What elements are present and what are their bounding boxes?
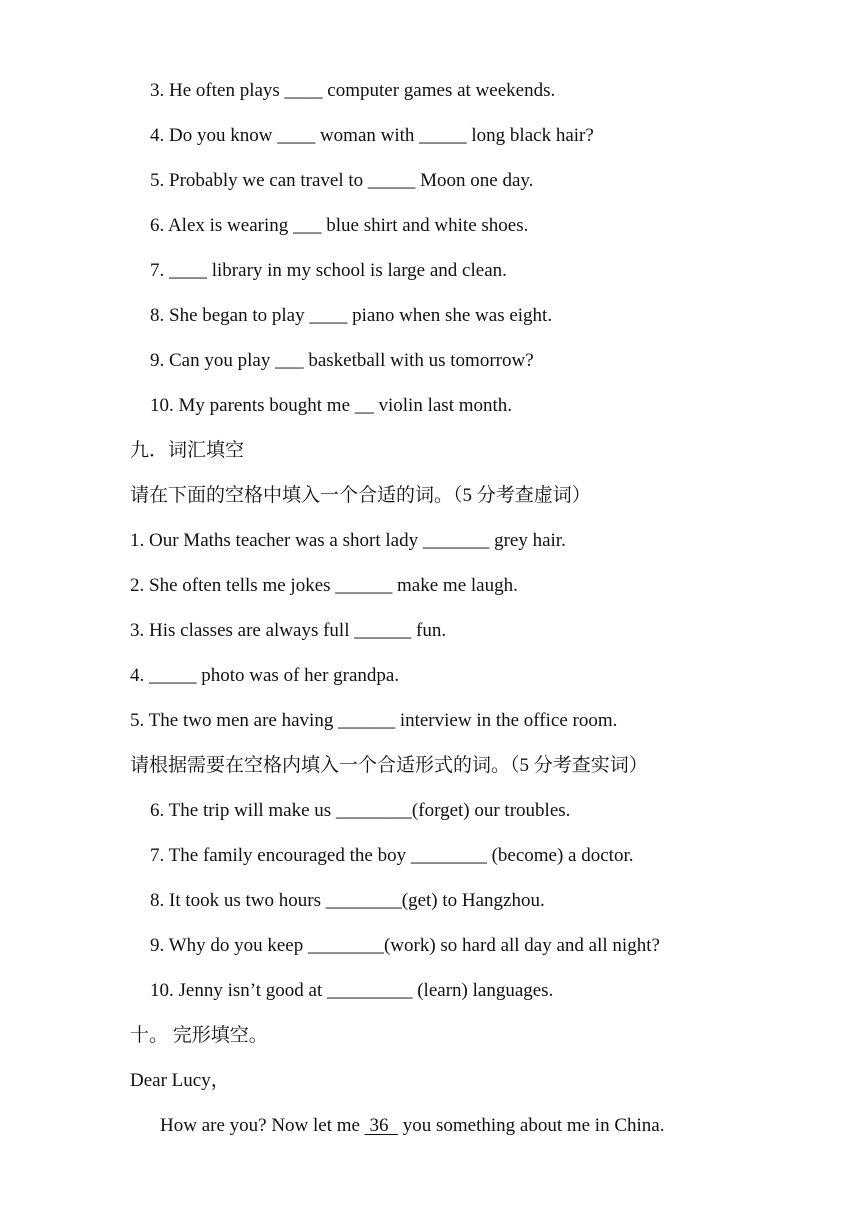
passage-line [160, 1114, 664, 1138]
exercise-item: 7. ____ library in my school is large and clean. [150, 260, 507, 281]
exercise-item: 5. Probably we can travel to _____ Moon one day. [150, 170, 534, 191]
exercise-item: 7. The family encouraged the boy ________ (become) a doctor. [150, 845, 634, 866]
exercise-item: 3. He often plays ____ computer games at weekends. [150, 80, 556, 101]
letter-salutation: Dear Lucy， [130, 1070, 230, 1091]
passage-text: How are you? Now let me [160, 1115, 365, 1136]
section-instruction: 请在下面的空格中填入一个合适的词。（5 分考查虚词） [130, 485, 591, 506]
exercise-item: 2. She often tells me jokes ______ make me laugh. [130, 575, 518, 596]
exercise-item: 5. The two men are having ______ interview in the office room. [130, 710, 618, 731]
section-heading: 九．词汇填空 [130, 440, 245, 461]
exercise-item: 4. _____ photo was of her grandpa. [130, 665, 400, 686]
exercise-item: 10. My parents bought me __ violin last month. [150, 395, 513, 416]
passage-text: you something about me in China. [397, 1115, 665, 1136]
exercise-item: 9. Can you play ___ basketball with us tomorrow? [150, 350, 534, 371]
exercise-item: 9. Why do you keep ________(work) so hard all day and all night? [150, 935, 660, 956]
exercise-item: 4. Do you know ____ woman with _____ long black hair? [150, 125, 594, 146]
section-heading: 十。 完形填空。 [130, 1025, 268, 1046]
blank-number: 36 [364, 1115, 398, 1136]
exercise-item: 3. His classes are always full ______ fun. [130, 620, 447, 641]
exercise-item: 8. She began to play ____ piano when she was eight. [150, 305, 553, 326]
exercise-item: 8. It took us two hours ________(get) to Hangzhou. [150, 890, 545, 911]
section-instruction: 请根据需要在空格内填入一个合适形式的词。（5 分考查实词） [130, 755, 648, 776]
exercise-item: 10. Jenny isn’t good at _________ (learn) languages. [150, 980, 554, 1001]
exercise-item: 1. Our Maths teacher was a short lady _______ grey hair. [130, 530, 566, 551]
exercise-item: 6. Alex is wearing ___ blue shirt and white shoes. [150, 215, 529, 236]
exercise-item: 6. The trip will make us ________(forget) our troubles. [150, 800, 571, 821]
